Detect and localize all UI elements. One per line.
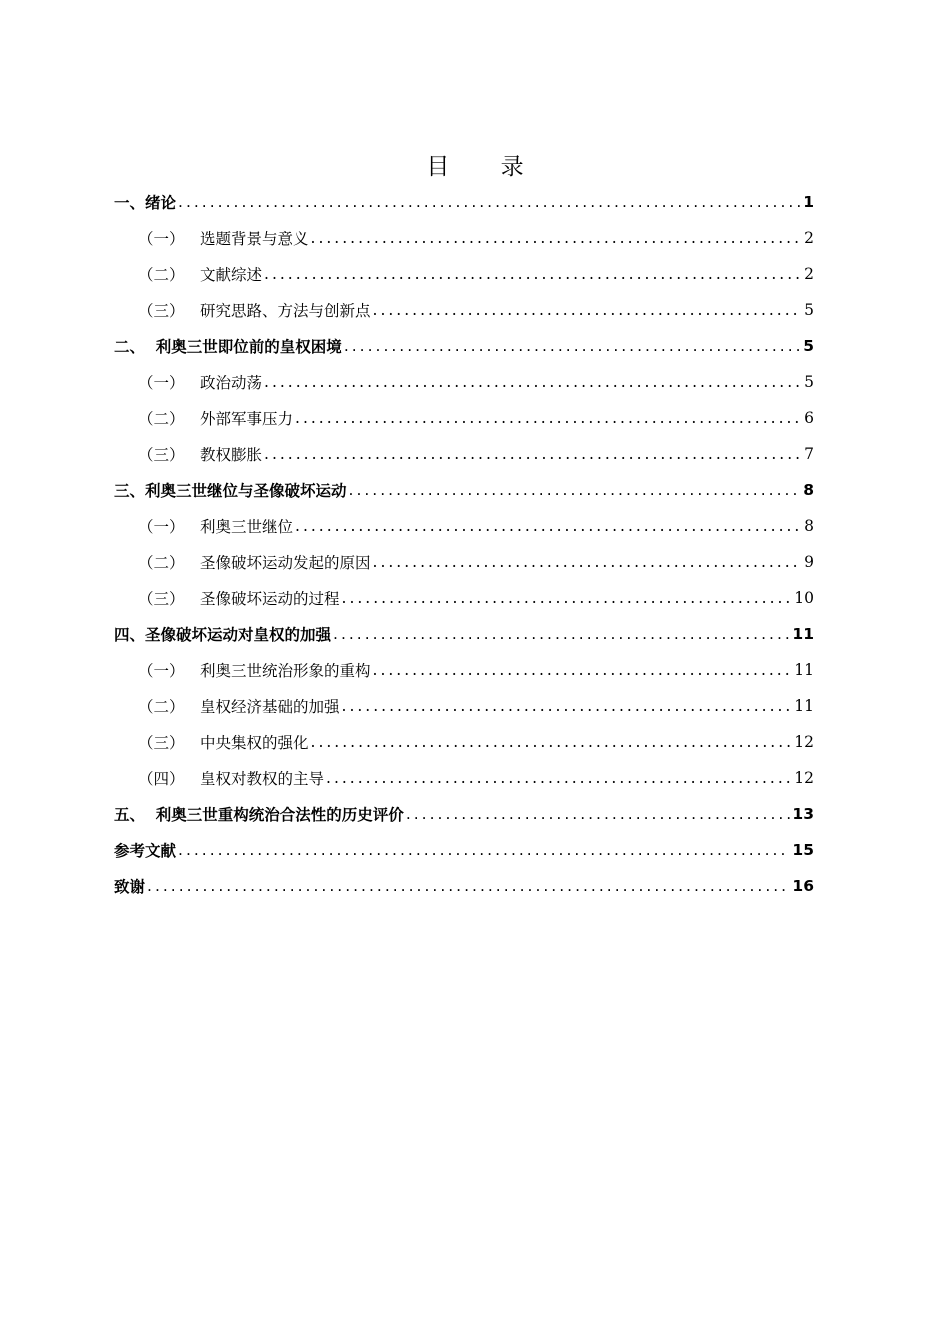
toc-entry-page-number: 2 xyxy=(804,229,814,247)
toc-section-entry[interactable] xyxy=(114,580,814,616)
toc-entry-page-number: 11 xyxy=(794,661,814,679)
toc-entry-title: 教权膨胀 xyxy=(200,446,263,464)
dot-leader xyxy=(342,697,793,715)
dot-leader xyxy=(264,445,802,463)
dot-leader xyxy=(311,229,803,247)
toc-section-entry[interactable] xyxy=(114,364,814,400)
toc-entry-title: 利奥三世继位与圣像破坏运动 xyxy=(145,482,347,500)
toc-entry-page-number: 12 xyxy=(794,769,814,787)
toc-entry-title: 选题背景与意义 xyxy=(200,230,309,248)
toc-section-entry[interactable] xyxy=(114,400,814,436)
toc-entry-page-number: 2 xyxy=(804,265,814,283)
toc-entry-title: 利奥三世即位前的皇权困境 xyxy=(155,338,342,356)
toc-entry-number: 五、 xyxy=(114,806,156,824)
toc-entry-page-number: 15 xyxy=(792,841,814,859)
toc-section-entry[interactable] xyxy=(114,724,814,760)
toc-entry-number: （二） xyxy=(138,698,185,716)
toc-entry-number: （二） xyxy=(138,266,185,284)
toc-entry-page-number: 7 xyxy=(804,445,814,463)
dot-leader xyxy=(373,553,803,571)
toc-entry-number: （三） xyxy=(138,446,185,464)
dot-leader xyxy=(295,409,802,427)
toc-entry-page-number: 10 xyxy=(794,589,814,607)
dot-leader xyxy=(333,625,790,643)
toc-entry-number: （二） xyxy=(138,410,185,428)
toc-entry-number: 一、 xyxy=(114,194,146,212)
dot-leader xyxy=(311,733,793,751)
dot-leader xyxy=(373,301,803,319)
toc-section-entry[interactable] xyxy=(114,544,814,580)
dot-leader xyxy=(264,373,802,391)
toc-entry-number: （一） xyxy=(138,374,185,392)
dot-leader xyxy=(406,805,791,823)
dot-leader xyxy=(147,877,790,895)
toc-entry-page-number: 11 xyxy=(794,697,814,715)
toc-entry-title: 皇权经济基础的加强 xyxy=(200,698,340,716)
toc-entry-number: （三） xyxy=(138,590,185,608)
toc-entry-number: （一） xyxy=(138,230,185,248)
table-of-contents xyxy=(114,184,814,904)
toc-entry-number: （三） xyxy=(138,734,185,752)
toc-entry-page-number: 5 xyxy=(803,337,814,355)
toc-entry-title: 绪论 xyxy=(145,194,177,212)
toc-section-entry[interactable] xyxy=(114,436,814,472)
toc-entry-title: 中央集权的强化 xyxy=(200,734,309,752)
toc-section-entry[interactable] xyxy=(114,760,814,796)
toc-entry-number: （二） xyxy=(138,554,185,572)
toc-section-entry[interactable] xyxy=(114,688,814,724)
toc-chapter-entry[interactable] xyxy=(114,796,814,832)
toc-title: 目 录 xyxy=(426,154,546,180)
toc-entry-page-number: 1 xyxy=(803,193,814,211)
toc-entry-title: 圣像破坏运动发起的原因 xyxy=(200,554,371,572)
toc-chapter-entry[interactable] xyxy=(114,832,814,868)
toc-entry-page-number: 12 xyxy=(794,733,814,751)
dot-leader xyxy=(178,841,790,859)
dot-leader xyxy=(295,517,802,535)
dot-leader xyxy=(326,769,792,787)
toc-entry-page-number: 11 xyxy=(792,625,814,643)
toc-entry-title: 外部军事压力 xyxy=(200,410,294,428)
toc-entry-page-number: 8 xyxy=(804,517,814,535)
toc-entry-title: 利奥三世统治形象的重构 xyxy=(200,662,371,680)
toc-section-entry[interactable] xyxy=(114,292,814,328)
toc-entry-page-number: 13 xyxy=(792,805,814,823)
dot-leader xyxy=(178,193,801,211)
toc-section-entry[interactable] xyxy=(114,652,814,688)
dot-leader xyxy=(344,337,801,355)
toc-chapter-entry[interactable] xyxy=(114,616,814,652)
toc-entry-page-number: 5 xyxy=(804,373,814,391)
toc-chapter-entry[interactable] xyxy=(114,472,814,508)
toc-entry-title: 政治动荡 xyxy=(200,374,263,392)
toc-section-entry[interactable] xyxy=(114,256,814,292)
toc-entry-page-number: 16 xyxy=(792,877,814,895)
toc-entry-title: 圣像破坏运动的过程 xyxy=(200,590,340,608)
toc-entry-page-number: 6 xyxy=(804,409,814,427)
toc-section-entry[interactable] xyxy=(114,508,814,544)
toc-entry-title: 利奥三世继位 xyxy=(200,518,294,536)
toc-chapter-entry[interactable] xyxy=(114,184,814,220)
toc-entry-title: 圣像破坏运动对皇权的加强 xyxy=(145,626,332,644)
toc-entry-title: 研究思路、方法与创新点 xyxy=(200,302,371,320)
toc-entry-page-number: 9 xyxy=(804,553,814,571)
dot-leader xyxy=(342,589,793,607)
toc-entry-number: 四、 xyxy=(114,626,146,644)
dot-leader xyxy=(373,661,793,679)
toc-entry-title: 利奥三世重构统治合法性的历史评价 xyxy=(155,806,404,824)
toc-chapter-entry[interactable] xyxy=(114,328,814,364)
toc-entry-page-number: 5 xyxy=(804,301,814,319)
dot-leader xyxy=(264,265,802,283)
toc-section-entry[interactable] xyxy=(114,220,814,256)
toc-entry-title: 文献综述 xyxy=(200,266,263,284)
toc-entry-number: 二、 xyxy=(114,338,156,356)
toc-entry-number: （一） xyxy=(138,662,185,680)
toc-entry-title: 致谢 xyxy=(114,878,146,896)
toc-entry-page-number: 8 xyxy=(803,481,814,499)
dot-leader xyxy=(349,481,802,499)
toc-entry-number: 三、 xyxy=(114,482,146,500)
toc-entry-title: 参考文献 xyxy=(114,842,177,860)
toc-entry-number: （四） xyxy=(138,770,185,788)
toc-entry-number: （一） xyxy=(138,518,185,536)
toc-entry-title: 皇权对教权的主导 xyxy=(200,770,325,788)
toc-entry-number: （三） xyxy=(138,302,185,320)
toc-chapter-entry[interactable] xyxy=(114,868,814,904)
